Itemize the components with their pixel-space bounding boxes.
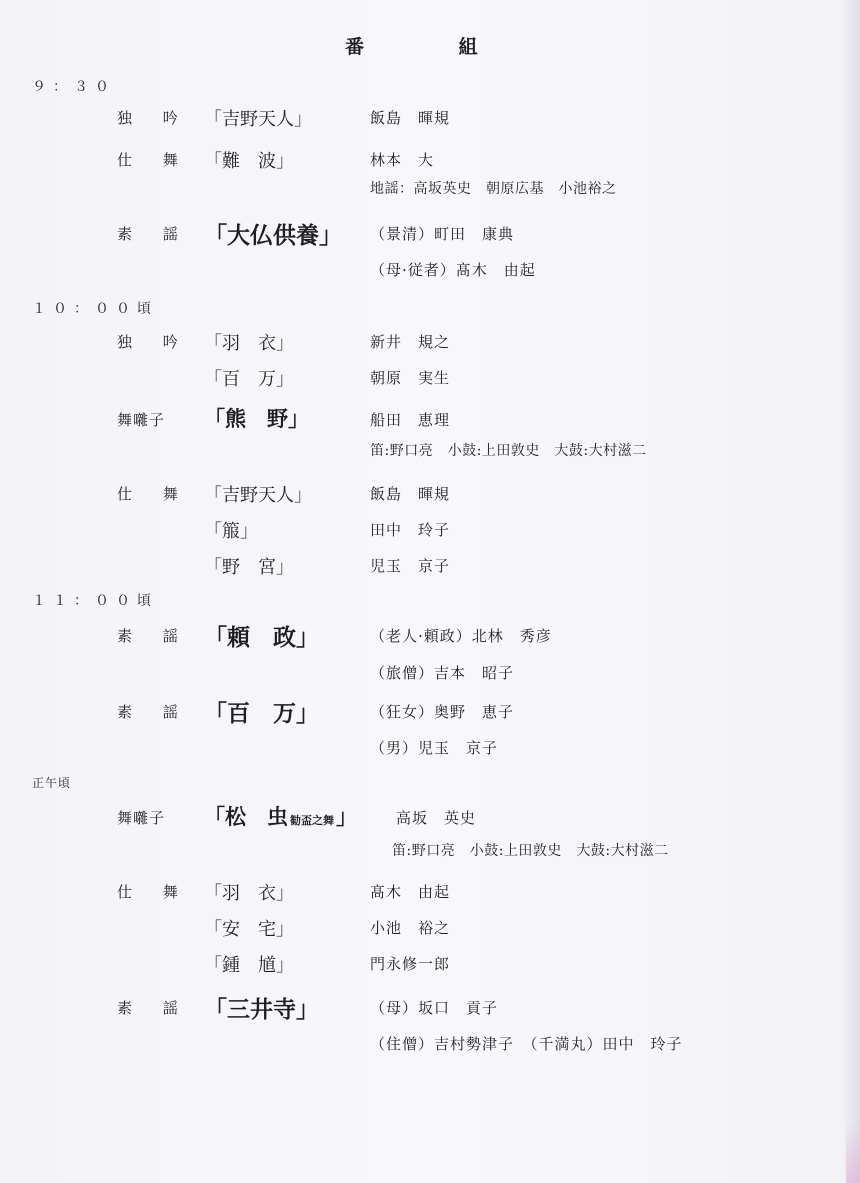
performer-extra: （男）児玉 京子 [370,739,499,757]
piece-title: 「頼 政」 [204,624,319,651]
program-row [0,361,860,395]
page-corner-mark [846,1123,860,1183]
category-label: 仕 舞 [117,883,191,901]
performer-name: 小池 裕之 [370,919,451,937]
piece-title-main: 「松 虫 [204,804,288,829]
piece-title: 「羽 衣」 [204,333,294,354]
program-row [0,513,860,547]
program-row [0,217,860,251]
category-label: 素 謡 [117,225,191,243]
piece-title-close: 」 [336,804,357,829]
chorus-detail: 地謡：高坂英史 朝原広基 小池裕之 [370,181,617,197]
category-label: 舞囃子 [117,411,166,429]
performer-name: （景清）町田 康典 [370,225,515,243]
performer-extra: （旅僧）吉本 昭子 [370,664,515,682]
section-time: 正午頃 [32,776,72,790]
program-row [0,101,860,135]
performer-name: 林本 大 [370,151,435,169]
piece-title: 「百 万」 [204,369,294,390]
performer-name: （母）坂口 貢子 [370,999,499,1017]
piece-title: 「鍾 馗」 [204,955,294,976]
piece-title: 「熊 野」 [204,406,309,431]
category-label: 仕 舞 [117,151,191,169]
category-label: 舞囃子 [117,809,166,827]
section-time: １０：００頃 [32,301,158,317]
performer-name: 田中 玲子 [370,521,451,539]
performer-name: （老人·頼政）北林 秀彦 [370,627,552,645]
piece-title: 「箙」 [204,521,258,542]
performer-extra: （住僧）吉村勢津子 （千満丸）田中 玲子 [370,1035,683,1053]
program-row [0,875,860,909]
program-row [0,619,860,653]
performer-name: 高坂 英史 [396,809,477,827]
program-row [0,947,860,981]
program-row [0,695,860,729]
category-label: 素 謡 [117,627,191,645]
category-label: 独 吟 [117,333,191,351]
piece-title: 「吉野天人」 [204,109,312,130]
program-row [0,549,860,583]
program-row [0,991,860,1025]
piece-title: 「野 宮」 [204,557,294,578]
performer-name: 新井 規之 [370,333,451,351]
piece-title: 「難 波」 [204,151,294,172]
piece-title: 「三井寺」 [204,996,319,1023]
category-label: 仕 舞 [117,485,191,503]
performer-name: 飯島 暉規 [370,109,451,127]
category-label: 素 謡 [117,999,191,1017]
performer-name: 朝原 実生 [370,369,451,387]
program-row [0,325,860,359]
piece-title: 「吉野天人」 [204,485,312,506]
section-time: ９：３０ [32,79,116,95]
program-row [0,477,860,511]
program-row [0,801,860,835]
program-row [0,143,860,177]
performer-name: 髙木 由起 [370,883,451,901]
section-time: １１：００頃 [32,593,158,609]
piece-title: 「安 宅」 [204,919,294,940]
piece-title: 「百 万」 [204,700,319,727]
piece-title: 「羽 衣」 [204,883,294,904]
piece-subtitle: 勧盃之舞 [290,814,334,827]
musicians-detail: 笛:野口亮 小鼓:上田敦史 大鼓:大村滋二 [392,843,669,859]
program-title: 番 組 [345,36,522,58]
performer-name: 船田 恵理 [370,411,451,429]
program-row [0,911,860,945]
piece-title: 「大仏供養」 [204,222,342,249]
performer-name: （狂女）奥野 恵子 [370,703,515,721]
musicians-detail: 笛:野口亮 小鼓:上田敦史 大鼓:大村滋二 [370,443,647,459]
performer-name: 児玉 京子 [370,557,451,575]
category-label: 素 謡 [117,703,191,721]
performer-name: 門永修一郎 [370,955,451,973]
performer-name: 飯島 暉規 [370,485,451,503]
category-label: 独 吟 [117,109,191,127]
piece-title [204,801,357,831]
performer-extra: （母·従者）髙木 由起 [370,261,536,279]
program-row [0,403,860,437]
